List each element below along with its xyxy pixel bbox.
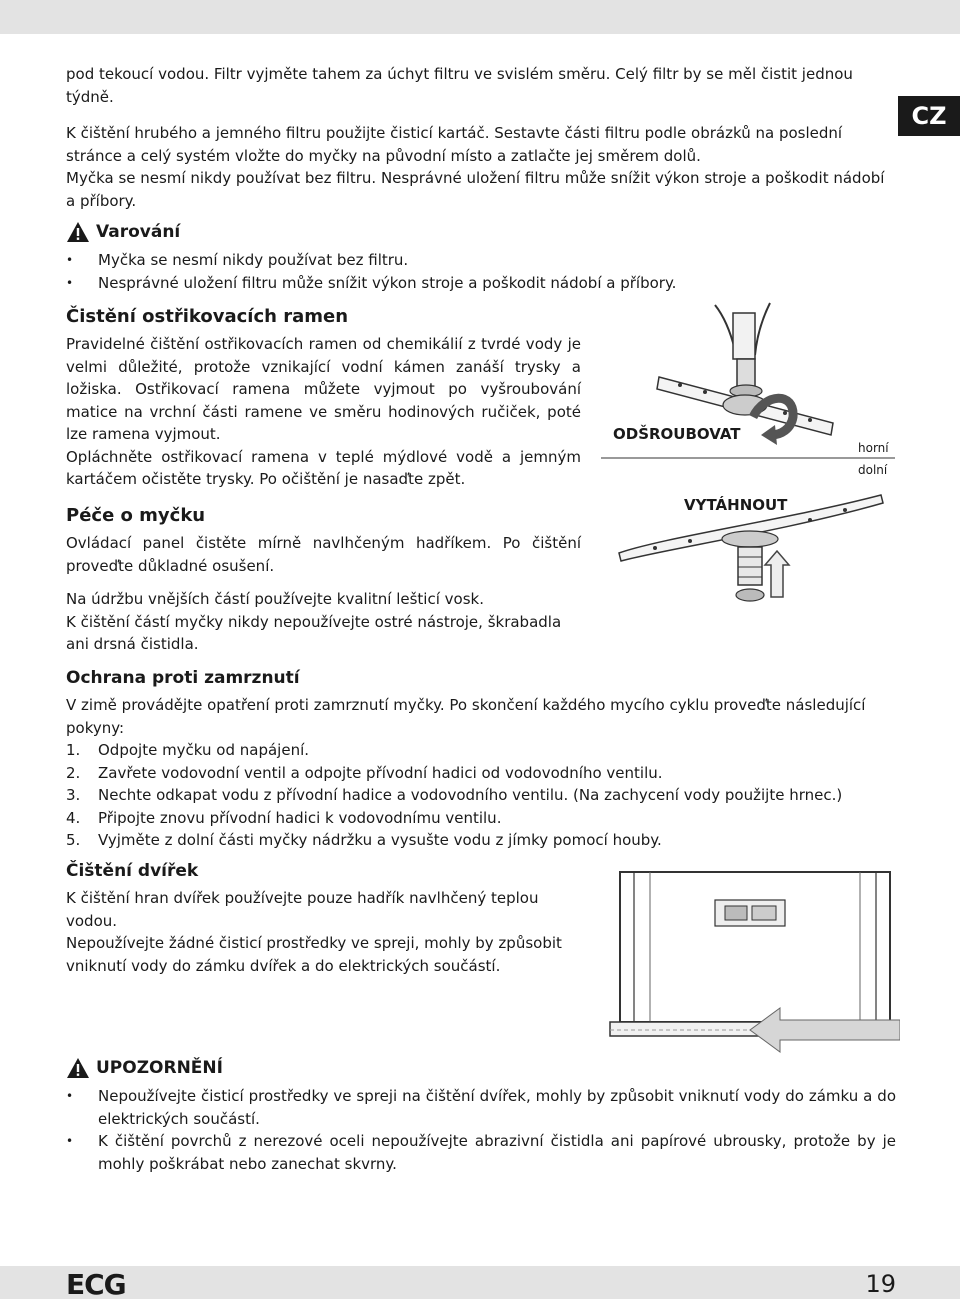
caution-item: • Nepoužívejte čisticí prostředky ve spreji na čištění dvířek, mohly by způsobit vniknutí vody do zámku a do elektrických součástí. (66, 1085, 896, 1130)
spray-arm-illustration (595, 295, 900, 615)
list-item (66, 784, 896, 807)
pull-label: VYTÁHNOUT (684, 496, 788, 514)
care-paragraph-1: Ovládací panel čistěte mírně navlhčeným hadříkem. Po čištění proveďte důkladné osušení. (66, 534, 581, 575)
step-number: 5. (66, 831, 81, 849)
unscrew-label: ODŠROUBOVAT (613, 425, 741, 443)
warning-item: • Nesprávné uložení filtru může snížit výkon stroje a poškodit nádobí a příbory. (66, 272, 896, 295)
spray-arms-paragraph-2: Opláchněte ostřikovací ramena v teplé mýdlové vodě a jemným kartáčem očistěte trysky. Po očištění je nasaďte zpět. (66, 447, 581, 488)
spray-arms-text (66, 333, 581, 491)
door-text (66, 887, 581, 977)
care-heading: Péče o myčku (66, 505, 206, 526)
frost-heading: Ochrana proti zamrznutí (66, 668, 300, 688)
step-text: Zavřete vodovodní ventil a odpojte přívodní hadici od vodovodního ventilu. (98, 763, 663, 782)
care-paragraph-3: K čištění částí myčky nikdy nepoužívejte ostré nástroje, škrabadla ani drsná čistidla. (66, 612, 562, 653)
top-bar (0, 0, 960, 34)
intro-paragraph-1: pod tekoucí vodou. Filtr vyjměte tahem za úchyt filtru ve svislém směru. Celý filtr by se měl čistit jednou týdně. (66, 65, 853, 106)
lower-arm-label: dolní (858, 463, 888, 477)
step-text: Připojte znovu přívodní hadici k vodovodnímu ventilu. (98, 808, 502, 827)
warning-icon (66, 221, 90, 243)
warning-icon (66, 1057, 90, 1079)
door-paragraph-2: Nepoužívejte žádné čisticí prostředky ve spreji, mohly by způsobit vniknutí vody do zámku dvířek a do elektrických součástí. (66, 934, 562, 975)
upper-arm-label: horní (858, 441, 889, 455)
spray-arms-paragraph-1: Pravidelné čištění ostřikovacích ramen od chemikálií z tvrdé vody je velmi důležité, protože vznikající vodní kámen zanáší trysky a ložiska. Ostřikovací ramena můžete vyjmout po vyšroubování matice na vrchní části ramene ve směru hodinových ručiček, poté lze ramena vyjmout. (66, 335, 581, 443)
care-text-2 (66, 588, 581, 656)
intro-block (66, 63, 896, 212)
door-paragraph-1: K čištění hran dvířek používejte pouze hadřík navlhčený teplou vodou. (66, 889, 539, 930)
warning-heading (66, 221, 180, 243)
care-text-1 (66, 532, 581, 577)
brand-logo: ECG (66, 1268, 126, 1301)
caution-heading (66, 1057, 223, 1079)
list-item (66, 739, 896, 762)
step-number: 3. (66, 786, 81, 804)
caution-list (66, 1085, 896, 1175)
step-text: Odpojte myčku od napájení. (98, 741, 310, 759)
step-number: 1. (66, 741, 81, 759)
frost-text (66, 694, 896, 852)
step-number: 2. (66, 763, 81, 782)
intro-paragraph-2: K čištění hrubého a jemného filtru použijte čisticí kartáč. Sestavte části filtru podle obrázků na poslední stránce a celý systém vložte do myčky na původní místo a zatlačte jej směrem dolů. (66, 124, 843, 165)
warning-item: • Myčka se nesmí nikdy používat bez filtru. (66, 249, 896, 272)
warning-list (66, 249, 896, 294)
list-item (66, 762, 896, 785)
door-heading: Čištění dvířek (66, 861, 199, 881)
footer-bar (0, 1266, 960, 1299)
step-text: Nechte odkapat vodu z přívodní hadice a vodovodního ventilu. (Na zachycení vody použijte hrnec.) (98, 786, 843, 804)
step-text: Vyjměte z dolní části myčky nádržku a vysušte vodu z jímky pomocí houby. (98, 831, 662, 849)
frost-intro: V zimě provádějte opatření proti zamrznutí myčky. Po skončení každého mycího cyklu proveďte následující pokyny: (66, 696, 866, 737)
frost-steps (66, 739, 896, 852)
caution-item: • K čištění povrchů z nerezové oceli nepoužívejte abrazivní čistidla ani papírové ubrousky, protože by je mohly poškrábat nebo zanechat skvrny. (66, 1130, 896, 1175)
care-paragraph-2: Na údržbu vnějších částí používejte kvalitní lešticí vosk. (66, 590, 484, 608)
intro-paragraph-3: Myčka se nesmí nikdy používat bez filtru. Nesprávné uložení filtru může snížit výkon stroje a poškodit nádobí a příbory. (66, 169, 885, 210)
list-item (66, 807, 896, 830)
list-item (66, 829, 896, 852)
page-number: 19 (865, 1270, 896, 1298)
warning-title: Varování (96, 222, 181, 242)
caution-title: UPOZORNĚNÍ (96, 1058, 223, 1078)
spray-arms-heading: Čistění ostřikovacích ramen (66, 306, 349, 327)
step-number: 4. (66, 808, 81, 827)
language-tab: CZ (898, 96, 960, 136)
door-illustration (600, 860, 900, 1070)
